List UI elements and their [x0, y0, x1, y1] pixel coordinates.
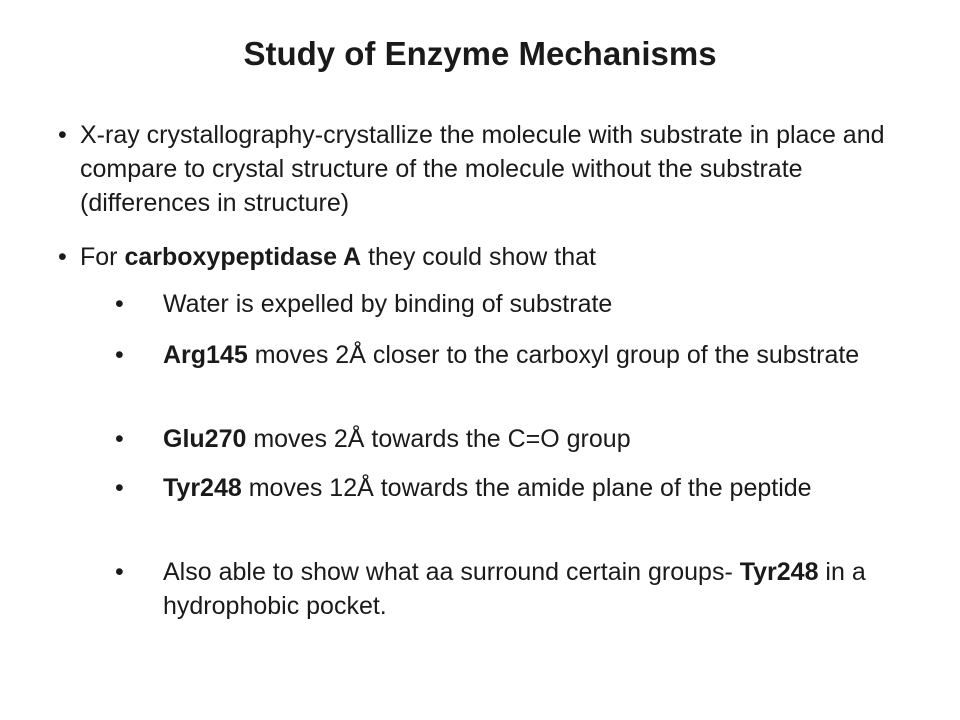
bullet-text-bold: Arg145 — [163, 341, 248, 369]
bullet-text-suffix: moves 2Å towards the C=O group — [246, 425, 631, 453]
bullet-item-carboxypeptidase — [58, 240, 908, 274]
bullet-text — [163, 555, 915, 623]
sub-bullet-glu270 — [115, 422, 915, 456]
bullet-text-bold: Glu270 — [163, 425, 247, 453]
sub-bullet-arg145 — [115, 338, 915, 372]
bullet-marker: • — [115, 558, 124, 586]
bullet-text-bold: carboxypeptidase A — [124, 243, 362, 271]
bullet-text: X-ray crystallography-crystallize the molecule with substrate in place and compare to crystal structure of the molecule without the substrate (differences in structure) — [80, 121, 885, 217]
sub-bullet-water — [115, 287, 915, 321]
sub-bullet-hydrophobic — [115, 555, 915, 623]
bullet-item-xray — [58, 118, 908, 220]
bullet-marker: • — [58, 121, 67, 149]
bullet-text-suffix: moves 2Å closer to the carboxyl group of the substrate — [247, 341, 860, 369]
bullet-text-bold: Tyr248 — [739, 558, 819, 586]
bullet-marker: • — [115, 474, 124, 502]
bullet-text-prefix: Also able to show what aa surround certain groups- — [163, 558, 740, 586]
sub-bullet-tyr248 — [115, 471, 915, 505]
bullet-text — [163, 338, 915, 372]
bullet-text — [163, 471, 915, 505]
bullet-text-suffix: moves 12Å towards the amide plane of the peptide — [241, 474, 812, 502]
bullet-text-prefix: For — [80, 243, 125, 271]
slide-title: Study of Enzyme Mechanisms — [243, 35, 717, 72]
bullet-marker: • — [58, 243, 67, 271]
bullet-marker: • — [115, 290, 124, 318]
bullet-text-suffix: in a hydrophobic pocket. — [163, 558, 866, 620]
bullet-text — [80, 240, 908, 274]
bullet-text: Water is expelled by binding of substrate — [163, 290, 613, 318]
bullet-text — [163, 422, 915, 456]
bullet-marker: • — [115, 341, 124, 369]
bullet-marker: • — [115, 425, 124, 453]
bullet-text-bold: Tyr248 — [163, 474, 242, 502]
bullet-text-suffix: they could show that — [361, 243, 596, 271]
